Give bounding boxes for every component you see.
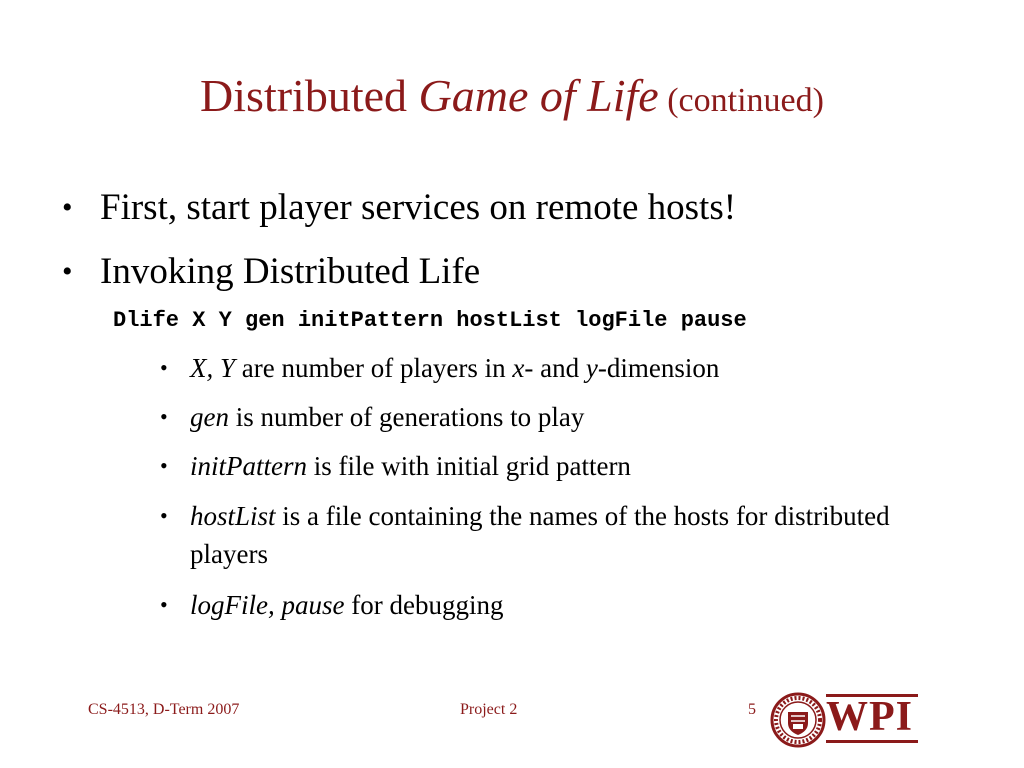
bullet-text: First, start player services on remote hosts! xyxy=(100,187,737,228)
text-fragment: is number of generations to play xyxy=(228,402,585,432)
bullet-dot-icon: • xyxy=(160,503,168,528)
logo-bottom-rule xyxy=(826,740,918,743)
term-y: y xyxy=(585,353,598,383)
text-fragment: -dimension xyxy=(597,353,720,383)
footer-page-number: 5 xyxy=(748,701,756,718)
sub-bullet-text xyxy=(190,349,960,387)
term: gen xyxy=(190,402,229,432)
sub-bullet-text xyxy=(190,586,960,624)
title-part-2: Game of Life xyxy=(418,70,659,121)
text-fragment: are number of players in xyxy=(235,353,513,383)
text-fragment: for debugging xyxy=(344,590,504,620)
sub-bullet-item-3 xyxy=(160,447,960,485)
term-xy: X, Y xyxy=(190,353,236,383)
bullet-dot-icon: • xyxy=(160,355,168,380)
footer-project: Project 2 xyxy=(460,701,518,718)
sub-bullet-text xyxy=(190,447,960,485)
title-part-1: Distributed xyxy=(200,70,419,121)
sub-bullet-item-4 xyxy=(160,497,960,573)
sub-bullet-item-1 xyxy=(160,349,960,387)
text-fragment: - and xyxy=(524,353,586,383)
term-x: x xyxy=(512,353,525,383)
wpi-seal-icon xyxy=(770,690,826,750)
term: logFile, pause xyxy=(190,590,345,620)
title-part-3: (continued) xyxy=(658,82,824,119)
sub-bullet-item-2 xyxy=(160,398,960,436)
slide-title xyxy=(0,68,1024,129)
sub-bullet-text xyxy=(190,398,960,436)
bullet-dot-icon: • xyxy=(62,191,73,224)
term: hostList xyxy=(190,501,276,531)
text-fragment: is file with initial grid pattern xyxy=(307,451,631,481)
bullet-dot-icon: • xyxy=(160,453,168,478)
sub-bullet-text xyxy=(190,497,960,573)
text-fragment: is a file containing the names of the hosts for distributed players xyxy=(190,501,890,569)
footer-course: CS-4513, D-Term 2007 xyxy=(88,701,240,718)
bullet-dot-icon: • xyxy=(160,404,168,429)
sub-bullet-item-5 xyxy=(160,586,960,624)
command-line: Dlife X Y gen initPattern hostList logFile pause xyxy=(113,308,747,333)
bullet-dot-icon: • xyxy=(62,255,73,288)
bullet-text: Invoking Distributed Life xyxy=(100,251,481,292)
wpi-logo-text: WPI xyxy=(826,694,913,740)
term: initPattern xyxy=(190,451,307,481)
bullet-dot-icon: • xyxy=(160,592,168,617)
